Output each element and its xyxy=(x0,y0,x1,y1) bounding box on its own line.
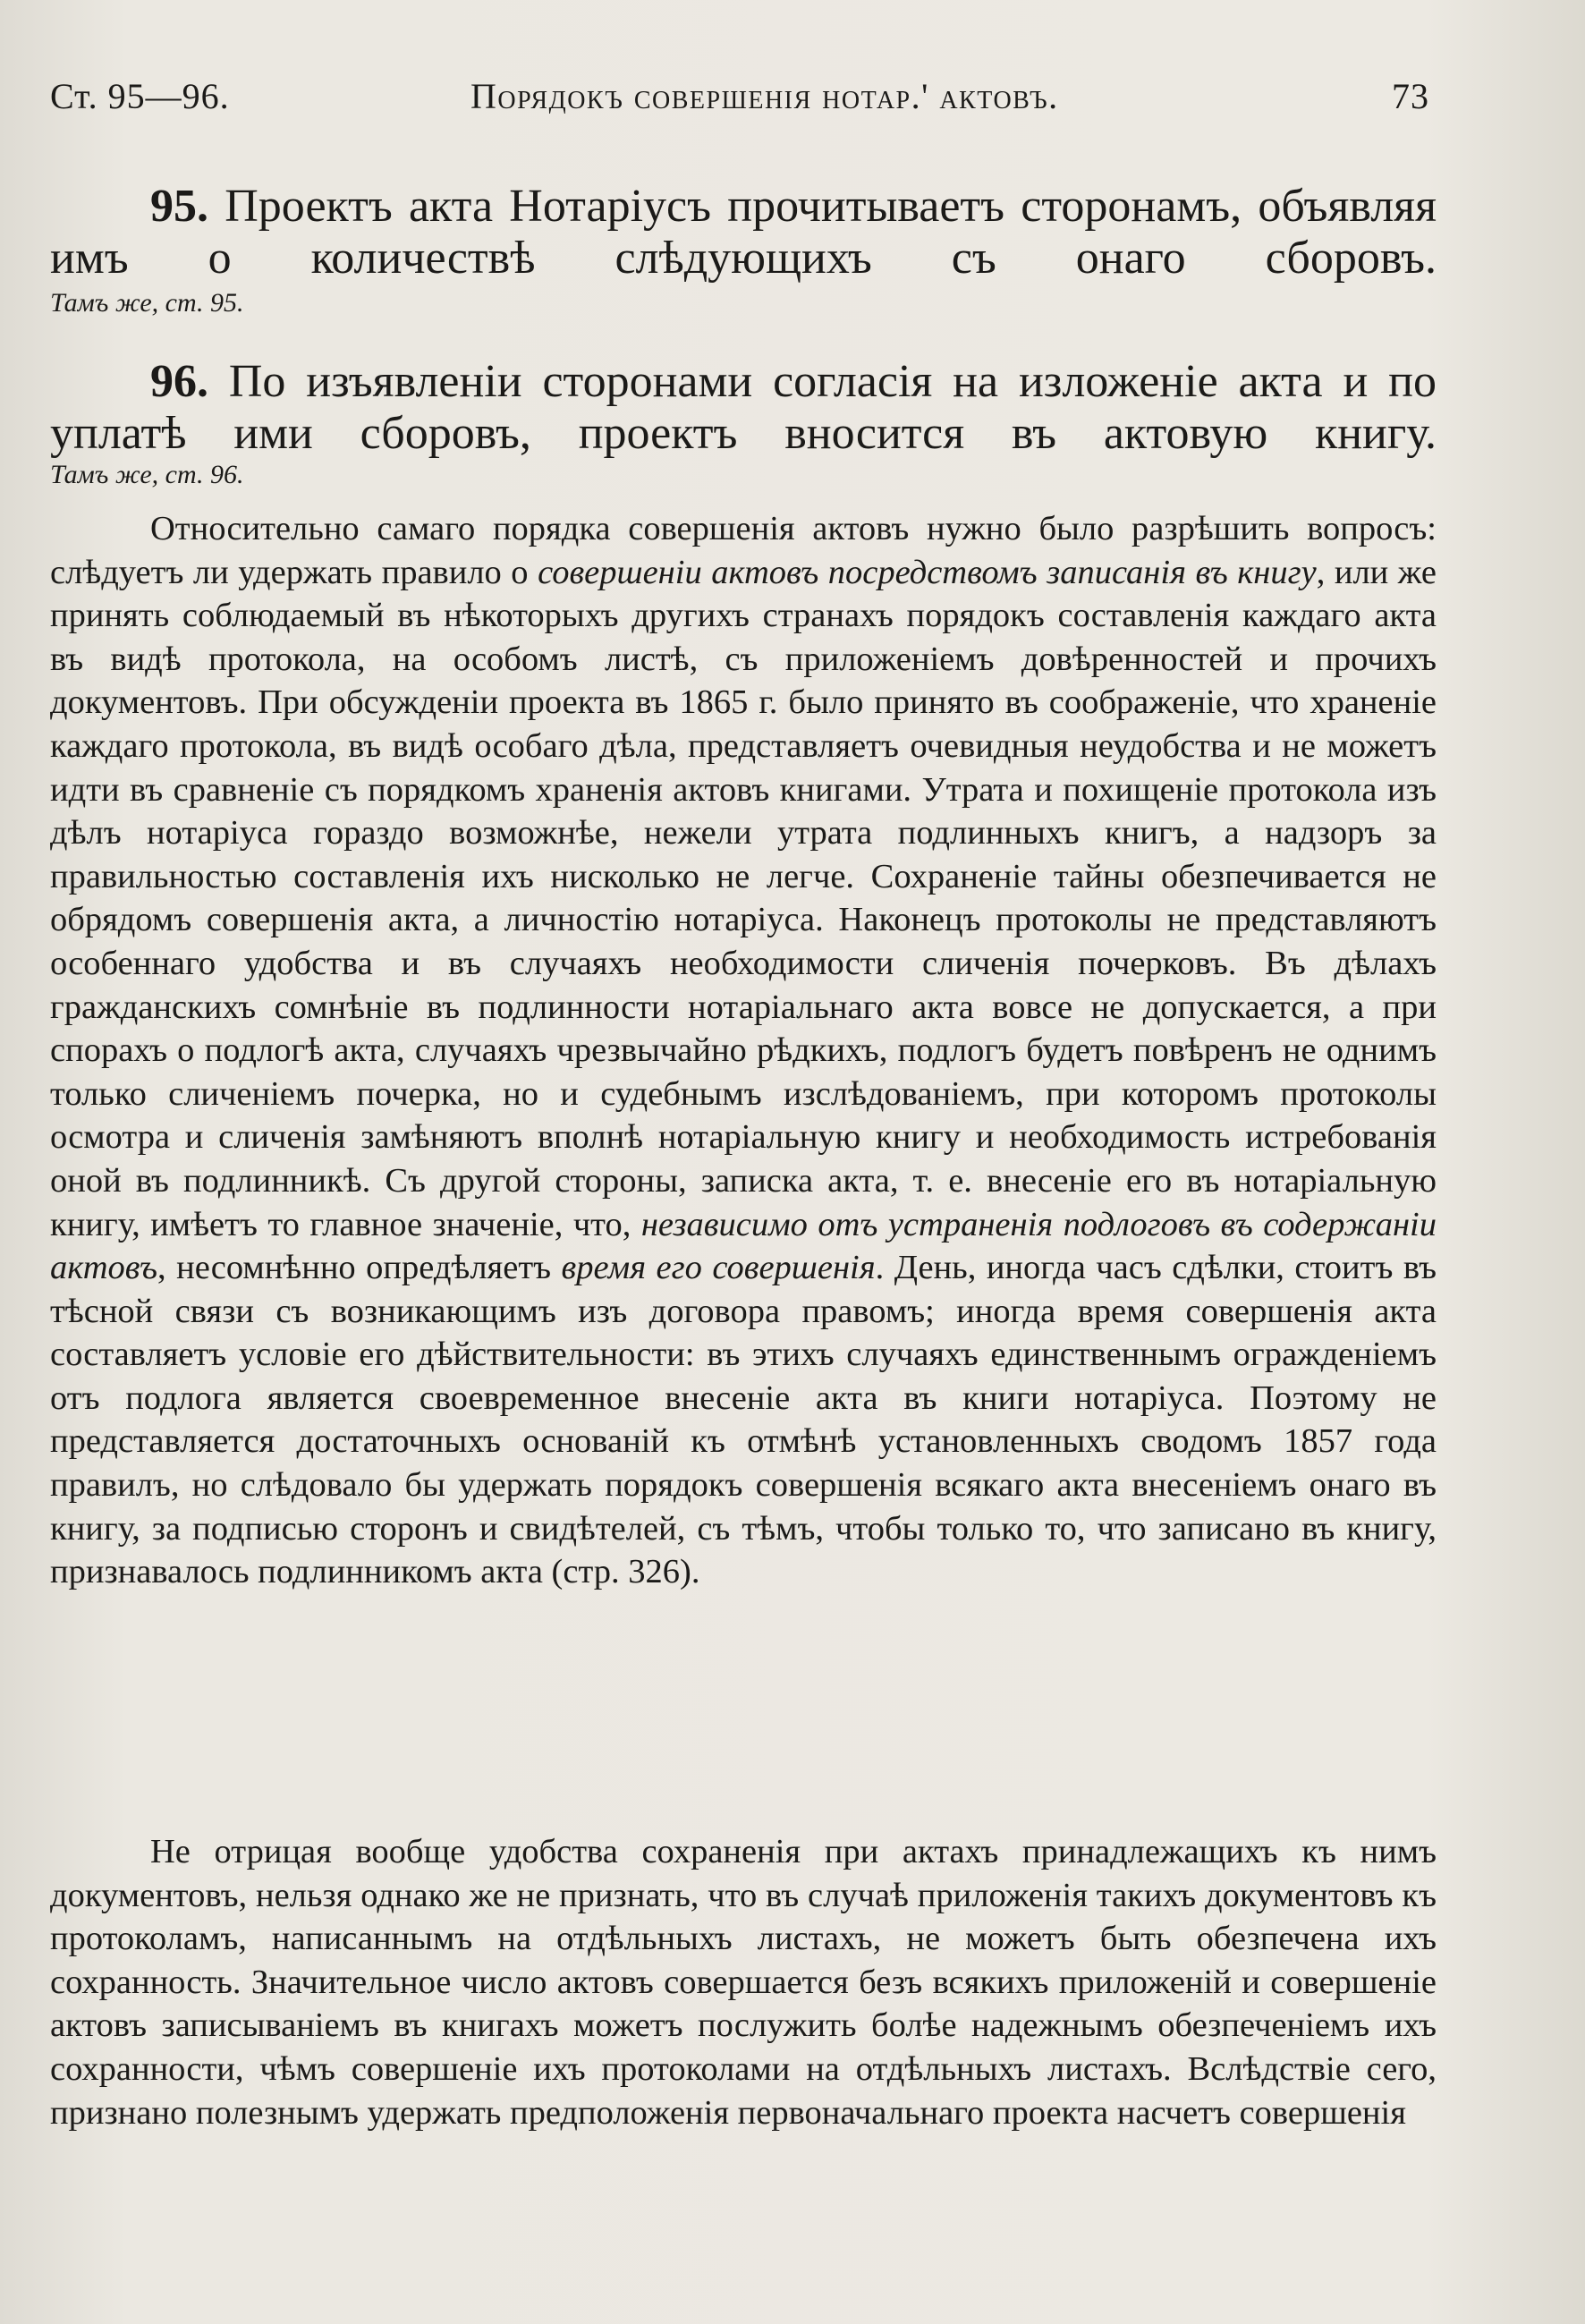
commentary-emphasis: независимо отъ устраненія подлоговъ въ содержаніи актовъ xyxy=(50,1205,1437,1287)
chapter-title: Порядокъ совершенія нотар.' актовъ. xyxy=(470,76,1059,116)
running-head xyxy=(50,75,1429,129)
section-reference: Ст. 95—96. xyxy=(50,76,230,116)
commentary-emphasis: время его совершенія xyxy=(561,1249,876,1287)
commentary-paragraph xyxy=(50,507,1437,1594)
commentary-text: , несомнѣнно опредѣляетъ xyxy=(157,1249,562,1287)
article-number: 96. xyxy=(150,356,208,407)
article-text: По изъявленіи сторонами согласія на изложеніе акта и по уплатѣ ими сборовъ, проектъ вносится въ актовую книгу. xyxy=(50,356,1437,459)
article-95 xyxy=(50,181,1437,284)
commentary-paragraph xyxy=(50,1830,1437,2134)
article-number: 95. xyxy=(150,181,208,232)
commentary-text: Не отрицая вообще удобства сохраненія при актахъ принадлежащихъ къ нимъ документовъ, нельзя однако же не признать, что въ случаѣ приложенія такихъ документовъ къ протоколамъ, написаннымъ на отдѣльныхъ листахъ, не можетъ быть обезпечена ихъ сохранность. Значительное число актовъ совершается безъ всякихъ приложеній и совершеніе актовъ записываніемъ въ книгахъ можетъ послужить болѣе надежнымъ обезпеченіемъ ихъ сохранности, чѣмъ совершеніе ихъ протоколами на отдѣльныхъ листахъ. Вслѣдствіе сего, признано полезнымъ удержать предположенія первоначальнаго проекта насчетъ совершенія xyxy=(50,1833,1437,2132)
commentary-text: Относительно самаго порядка совершенія актовъ нужно было разрѣшить вопросъ: слѣдуетъ ли удержать правило о xyxy=(50,510,1437,591)
article-source: Тамъ же, ст. 95. xyxy=(50,288,244,318)
page-number: 73 xyxy=(1392,76,1429,116)
article-source: Тамъ же, ст. 96. xyxy=(50,460,244,489)
commentary-text: , или же принять соблюдаемый въ нѣкоторыхъ другихъ странахъ порядокъ составленія каждаго акта въ видѣ протокола, на особомъ листѣ, съ приложеніемъ довѣренностей и прочихъ документовъ. При обсужденіи проекта въ 1865 г. было принято въ соображеніе, что храненіе каждаго протокола, въ видѣ особаго дѣла, представляетъ очевидныя неудобства и не можетъ идти въ сравненіе съ порядкомъ храненія актовъ книгами. Утрата и похищеніе протокола изъ дѣлъ нотаріуса гораздо возможнѣе, нежели утрата подлинныхъ книгъ, а надзоръ за правильностью составленія ихъ нисколько не легче. Сохраненіе тайны обезпечивается не обрядомъ совершенія акта, а личностію нотаріуса. Наконецъ протоколы не представляютъ особеннаго удобства и въ случаяхъ необходимости сличенія почерковъ. Въ дѣлахъ гражданскихъ сомнѣніе въ подлинности нотаріальнаго акта вовсе не допускается, а при спорахъ о подлогѣ акта, случаяхъ чрезвычайно рѣдкихъ, подлогъ будетъ повѣренъ не однимъ только сличеніемъ почерка, но и судебнымъ изслѣдованіемъ, при которомъ протоколы осмотра и сличенія замѣняютъ вполнѣ нотаріальную книгу и необходимость истребованія оной въ подлинникѣ. Съ другой стороны, записка акта, т. е. внесеніе его въ нотаріальную книгу, имѣетъ то главное значеніе, что, xyxy=(50,553,1437,1243)
article-96 xyxy=(50,356,1437,460)
article-text: Проектъ акта Нотаріусъ прочитываетъ сторонамъ, объявляя имъ о количествѣ слѣдующихъ съ онаго сборовъ. xyxy=(50,181,1437,284)
commentary-emphasis: совершеніи актовъ посредствомъ записанія въ книгу xyxy=(538,553,1317,591)
commentary-text: . День, иногда часъ сдѣлки, стоитъ въ тѣсной связи съ возникающимъ изъ договора правомъ; иногда время совершенія акта составляетъ условіе его дѣйствительности: въ этихъ случаяхъ единственнымъ огражденіемъ отъ подлога является своевременное внесеніе акта въ книги нотаріуса. Поэтому не представляется достаточныхъ основаній къ отмѣнѣ установленныхъ сводомъ 1857 года правилъ, но слѣдовало бы удержать порядокъ совершенія всякаго акта внесеніемъ онаго въ книгу, за подписью сторонъ и свидѣтелей, съ тѣмъ, чтобы только то, что записано въ книгу, признавалось подлинникомъ акта (стр. 326). xyxy=(50,1249,1437,1591)
